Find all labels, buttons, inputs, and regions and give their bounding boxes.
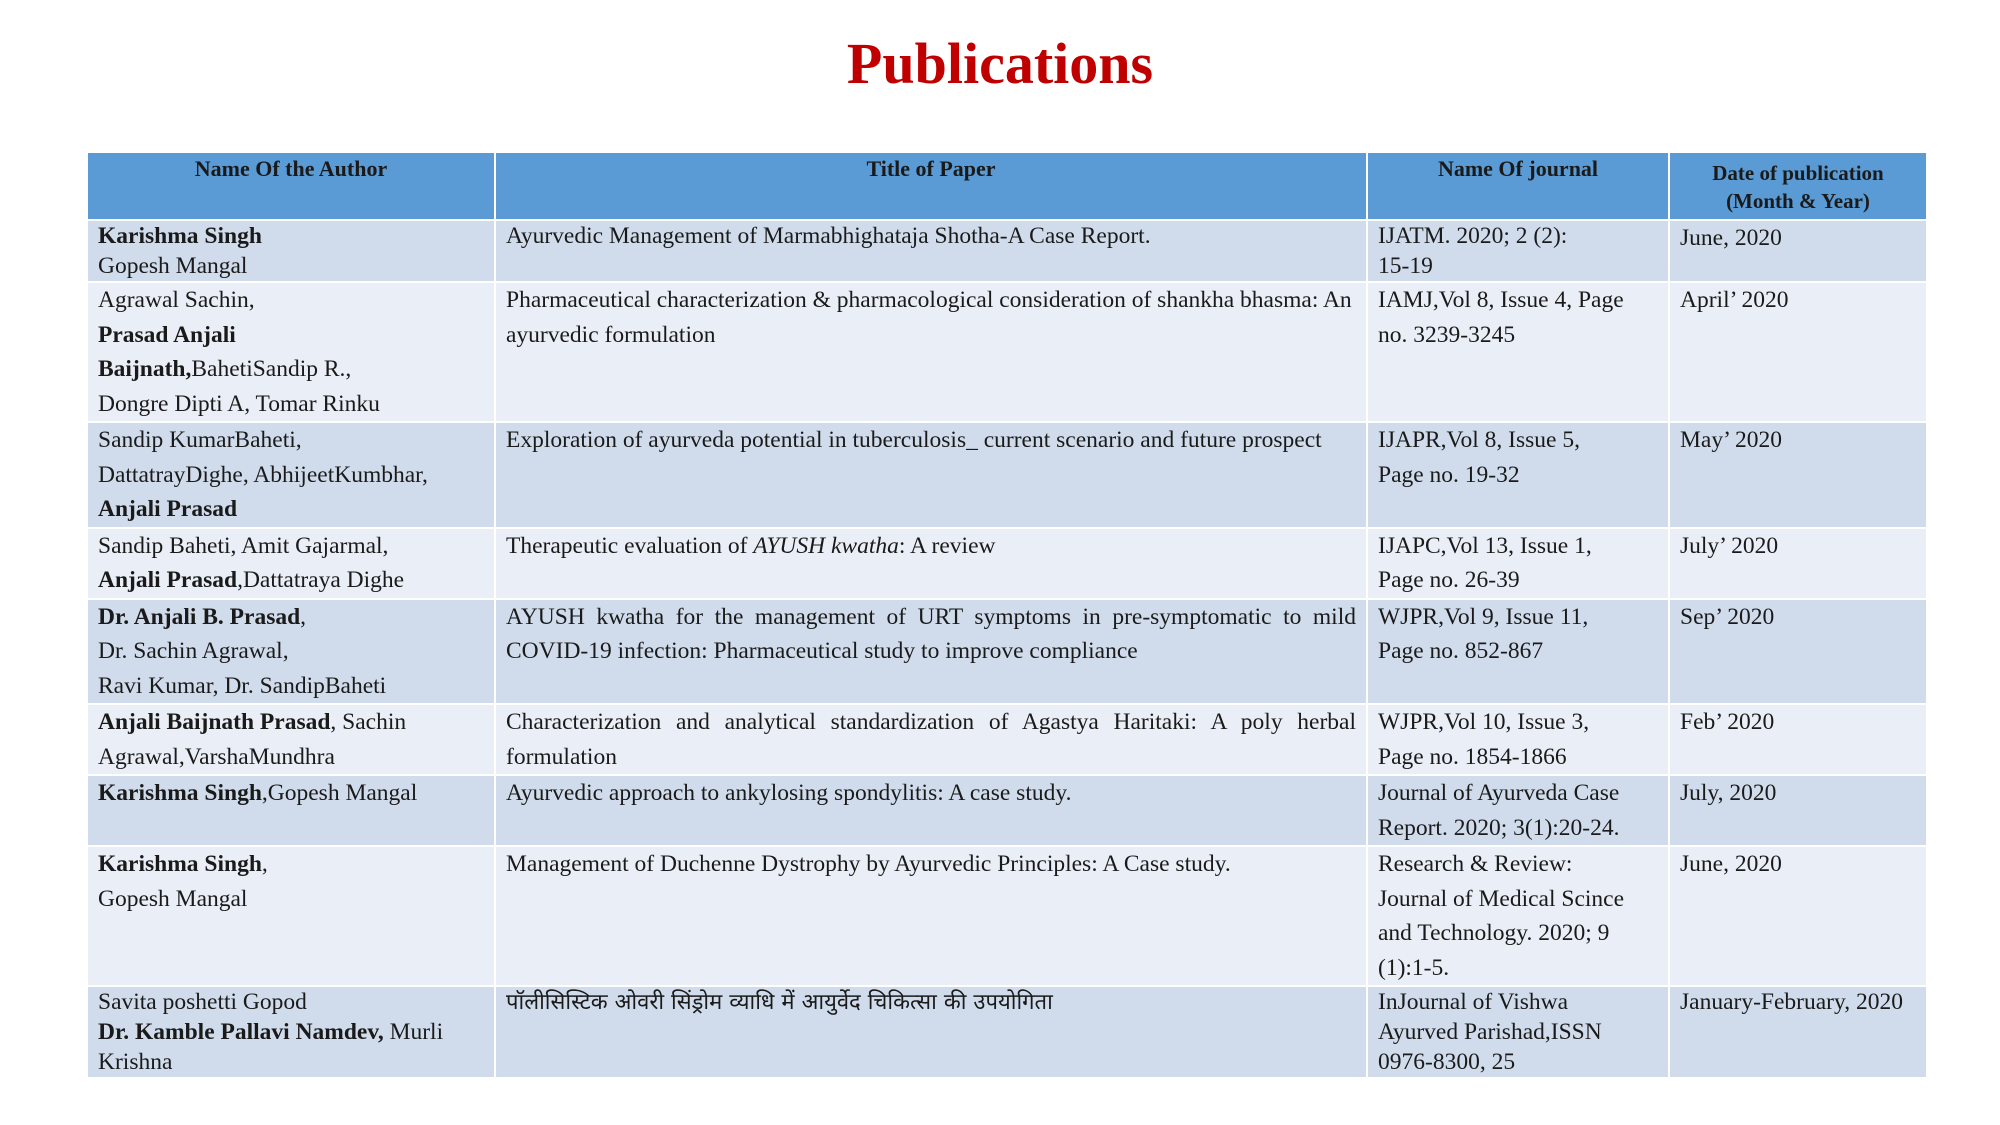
header-author: Name Of the Author	[87, 152, 495, 220]
date-cell: July, 2020	[1669, 775, 1927, 846]
header-paper: Title of Paper	[495, 152, 1367, 220]
author-text: ,	[261, 851, 268, 877]
journal-line: no. 3239-3245	[1378, 321, 1516, 348]
date-cell: June, 2020	[1669, 846, 1927, 986]
table-header-row	[87, 152, 1927, 220]
author-line: Sandip KumarBaheti,	[98, 427, 302, 453]
header-journal: Name Of journal	[1367, 152, 1669, 220]
journal-line: Page no. 19-32	[1378, 461, 1520, 488]
paper-title-hindi: पॉलीसिस्टिक ओवरी सिंड्रोम व्याधि में आयुर्वेद चिकित्सा की उपयोगिता	[506, 990, 1053, 1015]
author-bold: Karishma Singh	[98, 851, 262, 877]
author-line: Savita poshetti Gopod	[98, 989, 307, 1015]
journal-cell	[1367, 528, 1669, 599]
author-cell	[87, 775, 495, 846]
journal-line: (1):1-5.	[1378, 954, 1450, 981]
paper-title-cell	[495, 528, 1367, 599]
author-bold: Dr. Anjali B. Prasad	[98, 603, 301, 630]
author-line	[98, 705, 484, 740]
paper-title-cell: Exploration of ayurveda potential in tuberculosis_ current scenario and future prospect	[495, 422, 1367, 528]
author-line: Dongre Dipti A, Tomar Rinku	[98, 390, 380, 417]
author-line	[98, 563, 484, 598]
paper-title-cell: Ayurvedic approach to ankylosing spondylitis: A case study.	[495, 775, 1367, 846]
publications-table	[86, 151, 1928, 1079]
journal-line: 0976-8300, 25	[1378, 1049, 1516, 1075]
paper-title-cell: Management of Duchenne Dystrophy by Ayurvedic Principles: A Case study.	[495, 846, 1367, 986]
journal-line: Page no. 852-867	[1378, 638, 1544, 664]
author-line	[98, 352, 484, 387]
journal-line: InJournal of Vishwa	[1378, 989, 1569, 1015]
author-line	[98, 776, 484, 811]
paper-title-cell: Ayurvedic Management of Marmabhighataja Shotha-A Case Report.	[495, 220, 1367, 282]
table-row	[87, 282, 1927, 422]
paper-title-cell	[495, 986, 1367, 1078]
author-text: Murli	[383, 1019, 444, 1045]
journal-cell	[1367, 282, 1669, 422]
journal-cell	[1367, 846, 1669, 986]
date-cell: July’ 2020	[1669, 528, 1927, 599]
paper-title-text: : A review	[898, 532, 996, 559]
author-cell	[87, 986, 495, 1078]
author-text: ,Dattatraya Dighe	[237, 567, 405, 593]
journal-line: Page no. 1854-1866	[1378, 743, 1567, 770]
journal-cell	[1367, 704, 1669, 775]
journal-cell	[1367, 599, 1669, 705]
author-line: Gopesh Mangal	[98, 885, 248, 912]
journal-cell	[1367, 220, 1669, 282]
author-line: Ravi Kumar, Dr. SandipBaheti	[98, 672, 387, 699]
page-title: Publications	[846, 31, 1154, 96]
header-date	[1669, 152, 1927, 220]
author-text: ,	[300, 603, 307, 630]
paper-title-cell: AYUSH kwatha for the management of URT symptoms in pre-symptomatic to mild COVID-19 infection: Pharmaceutical study to improve compliance	[495, 599, 1367, 705]
author-cell	[87, 704, 495, 775]
journal-line: Research & Review:	[1378, 851, 1573, 877]
journal-line: IJAPR,Vol 8, Issue 5,	[1378, 427, 1580, 453]
author-cell	[87, 528, 495, 599]
journal-line: Journal of Ayurveda Case	[1378, 780, 1620, 806]
journal-line: Journal of Medical Scince	[1378, 885, 1625, 912]
author-bold: Dr. Kamble Pallavi Namdev,	[98, 1019, 384, 1045]
author-bold: Anjali Prasad	[98, 496, 238, 522]
journal-line: IJATM. 2020; 2 (2):	[1378, 223, 1568, 249]
paper-title-cell: Characterization and analytical standardization of Agastya Haritaki: A poly herbal formulation	[495, 704, 1367, 775]
date-cell: April’ 2020	[1669, 282, 1927, 422]
journal-line: IJAPC,Vol 13, Issue 1,	[1378, 532, 1592, 559]
author-cell	[87, 846, 495, 986]
date-cell: May’ 2020	[1669, 422, 1927, 528]
journal-line: Report. 2020; 3(1):20-24.	[1378, 814, 1620, 841]
journal-line: WJPR,Vol 9, Issue 11,	[1378, 603, 1589, 630]
author-line: DattatrayDighe, AbhijeetKumbhar,	[98, 461, 428, 488]
journal-line: 15-19	[1378, 253, 1433, 279]
author-cell	[87, 422, 495, 528]
table-row	[87, 704, 1927, 775]
author-cell	[87, 282, 495, 422]
date-cell: Sep’ 2020	[1669, 599, 1927, 705]
paper-title-cell: Pharmaceutical characterization & pharmacological consideration of shankha bhasma: An ayurvedic formulation	[495, 282, 1367, 422]
author-cell	[87, 220, 495, 282]
journal-cell	[1367, 422, 1669, 528]
journal-line: Page no. 26-39	[1378, 567, 1520, 593]
table-row	[87, 846, 1927, 986]
table-row	[87, 986, 1927, 1078]
journal-cell	[1367, 986, 1669, 1078]
table-row	[87, 528, 1927, 599]
date-cell: January-February, 2020	[1669, 986, 1927, 1078]
author-line	[98, 600, 484, 635]
author-line	[98, 1017, 484, 1047]
author-cell	[87, 599, 495, 705]
author-line: Sandip Baheti, Amit Gajarmal,	[98, 532, 389, 559]
paper-title-text: Therapeutic evaluation of	[506, 532, 754, 559]
author-bold: Prasad Anjali	[98, 321, 236, 348]
journal-line: WJPR,Vol 10, Issue 3,	[1378, 709, 1590, 735]
author-line: Gopesh Mangal	[98, 253, 248, 279]
date-cell: Feb’ 2020	[1669, 704, 1927, 775]
author-line: Dr. Sachin Agrawal,	[98, 638, 289, 664]
author-bold: Anjali Baijnath Prasad	[98, 709, 331, 735]
author-text: BahetiSandip R.,	[191, 356, 352, 382]
table-row	[87, 775, 1927, 846]
author-bold: Karishma Singh	[98, 223, 262, 249]
author-bold: Baijnath,	[98, 356, 192, 382]
paper-title-italic: AYUSH kwatha	[753, 532, 899, 559]
author-text: , Sachin	[330, 709, 407, 735]
author-line: Krishna	[98, 1049, 173, 1075]
header-date-line2: (Month & Year)	[1726, 189, 1870, 213]
table-row	[87, 422, 1927, 528]
journal-cell	[1367, 775, 1669, 846]
table-row	[87, 220, 1927, 282]
author-line: Agrawal Sachin,	[98, 287, 255, 313]
journal-line: and Technology. 2020; 9	[1378, 920, 1610, 946]
journal-line: IAMJ,Vol 8, Issue 4, Page	[1378, 287, 1624, 313]
author-bold: Karishma Singh	[98, 780, 262, 806]
date-cell: June, 2020	[1669, 220, 1927, 282]
journal-line: Ayurved Parishad,ISSN	[1378, 1019, 1602, 1045]
author-line	[98, 847, 484, 882]
author-line: Agrawal,VarshaMundhra	[98, 743, 335, 770]
table-row	[87, 599, 1927, 705]
header-date-line1: Date of publication	[1712, 161, 1884, 185]
author-text: ,Gopesh Mangal	[261, 780, 418, 806]
author-bold: Anjali Prasad	[98, 567, 238, 593]
